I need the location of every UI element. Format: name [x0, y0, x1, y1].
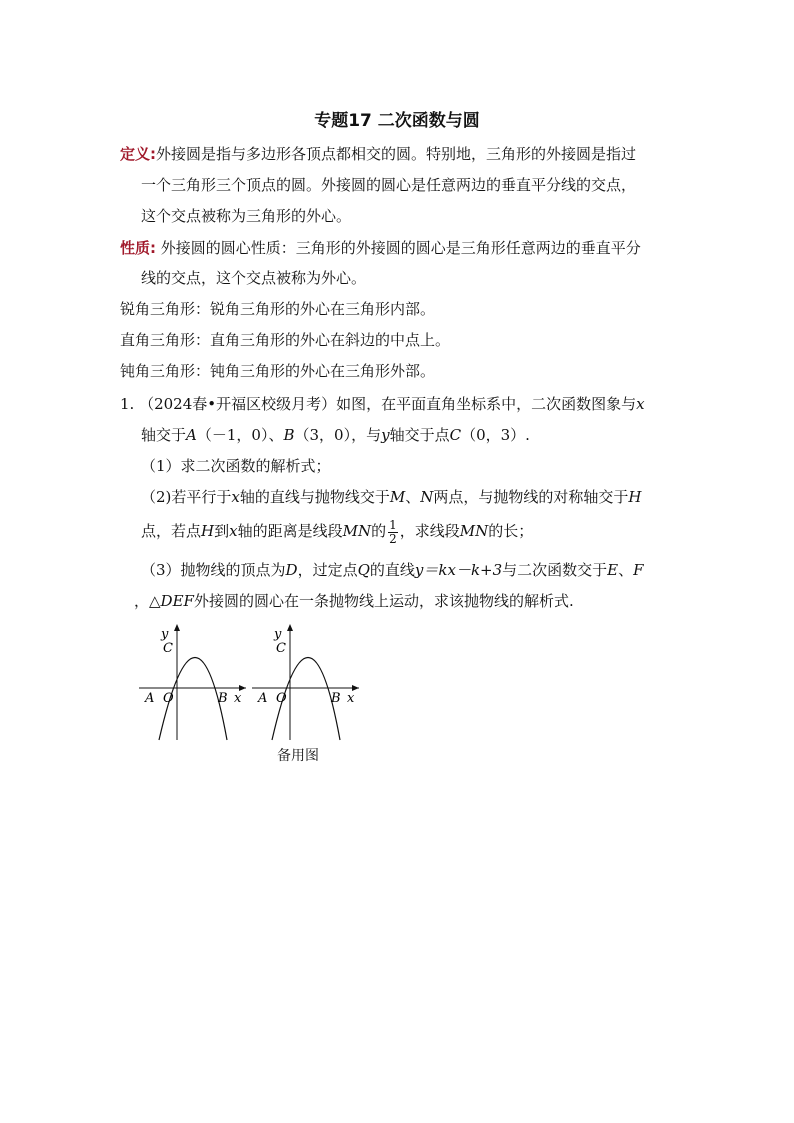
- separator: 、: [618, 561, 634, 579]
- definition-line-1: [120, 144, 636, 164]
- q3-text: （3）抛物线的顶点为: [141, 561, 286, 579]
- segment-mn: MN: [459, 522, 489, 540]
- point-b: B: [283, 426, 295, 444]
- triangle-def: DEF: [160, 592, 194, 610]
- point-n: N: [420, 488, 434, 506]
- point-m: M: [389, 488, 406, 506]
- problem-stem-line-2: [141, 425, 530, 445]
- point-h: H: [201, 522, 215, 540]
- y-axis-arrow: [174, 624, 180, 631]
- label-y: y: [274, 627, 282, 642]
- label-x: x: [234, 691, 242, 706]
- fraction-one-half: [388, 519, 398, 546]
- question-2-line-1: [141, 487, 642, 507]
- stem-text: 轴交于点: [389, 426, 450, 444]
- point-b-coords: （3，0），与: [294, 426, 382, 444]
- point-q: Q: [357, 561, 370, 579]
- label-o: O: [276, 691, 287, 706]
- q3-text: 的直线: [369, 561, 415, 579]
- q3-text: ，△: [134, 592, 161, 610]
- point-f: F: [633, 561, 644, 579]
- problem-number: 1.: [120, 395, 135, 413]
- q2-text: ，求线段: [399, 522, 460, 540]
- right-triangle-line: 直角三角形：直角三角形的外心在斜边的中点上。: [120, 331, 451, 349]
- point-d: D: [285, 561, 298, 579]
- problem-stem-text-1: （2024春•开福区校级月考）如图，在平面直角坐标系中，二次函数图象与: [139, 395, 637, 413]
- parabola-figure-1: [139, 624, 246, 740]
- var-x: x: [636, 395, 645, 413]
- label-o: O: [163, 691, 174, 706]
- label-b: B: [331, 691, 341, 706]
- page-title: 专题17 二次函数与圆: [314, 111, 480, 131]
- q2-text: （2)若平行于: [141, 488, 232, 506]
- q3-text: 与二次函数交于: [502, 561, 608, 579]
- parabola-figure-2: [252, 624, 359, 740]
- var-y: y: [381, 426, 390, 444]
- q2-text: 两点，与抛物线的对称轴交于: [433, 488, 629, 506]
- figure-caption: 备用图: [277, 748, 319, 764]
- question-1: （1）求二次函数的解析式；: [141, 457, 331, 475]
- question-3-line-2: [134, 591, 574, 611]
- question-3-line-1: [141, 560, 644, 580]
- label-c: C: [163, 641, 173, 656]
- y-axis-arrow: [287, 624, 293, 631]
- q3-text: ，过定点: [297, 561, 358, 579]
- property-line-1: [120, 238, 641, 258]
- label-b: B: [218, 691, 228, 706]
- segment-mn: MN: [342, 522, 372, 540]
- point-e: E: [607, 561, 619, 579]
- stem-text: 轴交于: [141, 426, 187, 444]
- label-a: A: [258, 691, 268, 706]
- property-label: 性质:: [120, 239, 156, 257]
- fraction-numerator: 1: [389, 517, 397, 532]
- point-a: A: [186, 426, 197, 444]
- definition-line-2: 一个三角形三个顶点的圆。外接圆的圆心是任意两边的垂直平分线的交点，: [141, 176, 637, 194]
- line-equation: y＝kx－k+3: [414, 561, 503, 579]
- obtuse-triangle-line: 钝角三角形：钝角三角形的外心在三角形外部。: [120, 362, 436, 380]
- problem-stem-line-1: [120, 394, 645, 414]
- point-c: C: [449, 426, 462, 444]
- property-text-1: 外接圆的圆心性质：三角形的外接圆的圆心是三角形任意两边的垂直平分: [156, 239, 641, 257]
- point-h: H: [628, 488, 642, 506]
- var-x: x: [229, 522, 238, 540]
- q2-text: 的: [371, 522, 387, 540]
- separator: 、: [405, 488, 421, 506]
- label-a: A: [145, 691, 155, 706]
- point-c-coords: （0，3）.: [461, 426, 530, 444]
- q2-text: 轴的直线与抛物线交于: [239, 488, 390, 506]
- point-a-coords: （－1，0）、: [196, 426, 284, 444]
- q3-text: 外接圆的圆心在一条抛物线上运动，求该抛物线的解析式.: [193, 592, 574, 610]
- definition-label: 定义:: [120, 145, 156, 163]
- figures: [130, 618, 370, 748]
- definition-text-1: 外接圆是指与多边形各顶点都相交的圆。特别地，三角形的外接圆是指过: [156, 145, 637, 163]
- label-y: y: [161, 627, 169, 642]
- property-line-2: 线的交点，这个交点被称为外心。: [141, 269, 367, 287]
- acute-triangle-line: 锐角三角形：锐角三角形的外心在三角形内部。: [120, 300, 436, 318]
- label-c: C: [276, 641, 286, 656]
- q2-text: 的长；: [488, 522, 534, 540]
- q2-text: 点，若点: [141, 522, 202, 540]
- var-x: x: [231, 488, 240, 506]
- question-2-line-2: [141, 516, 533, 546]
- fraction-denominator: 2: [389, 531, 397, 546]
- q2-text: 轴的距离是线段: [237, 522, 343, 540]
- q2-text: 到: [214, 522, 230, 540]
- label-x: x: [347, 691, 355, 706]
- definition-line-3: 这个交点被称为三角形的外心。: [141, 207, 352, 225]
